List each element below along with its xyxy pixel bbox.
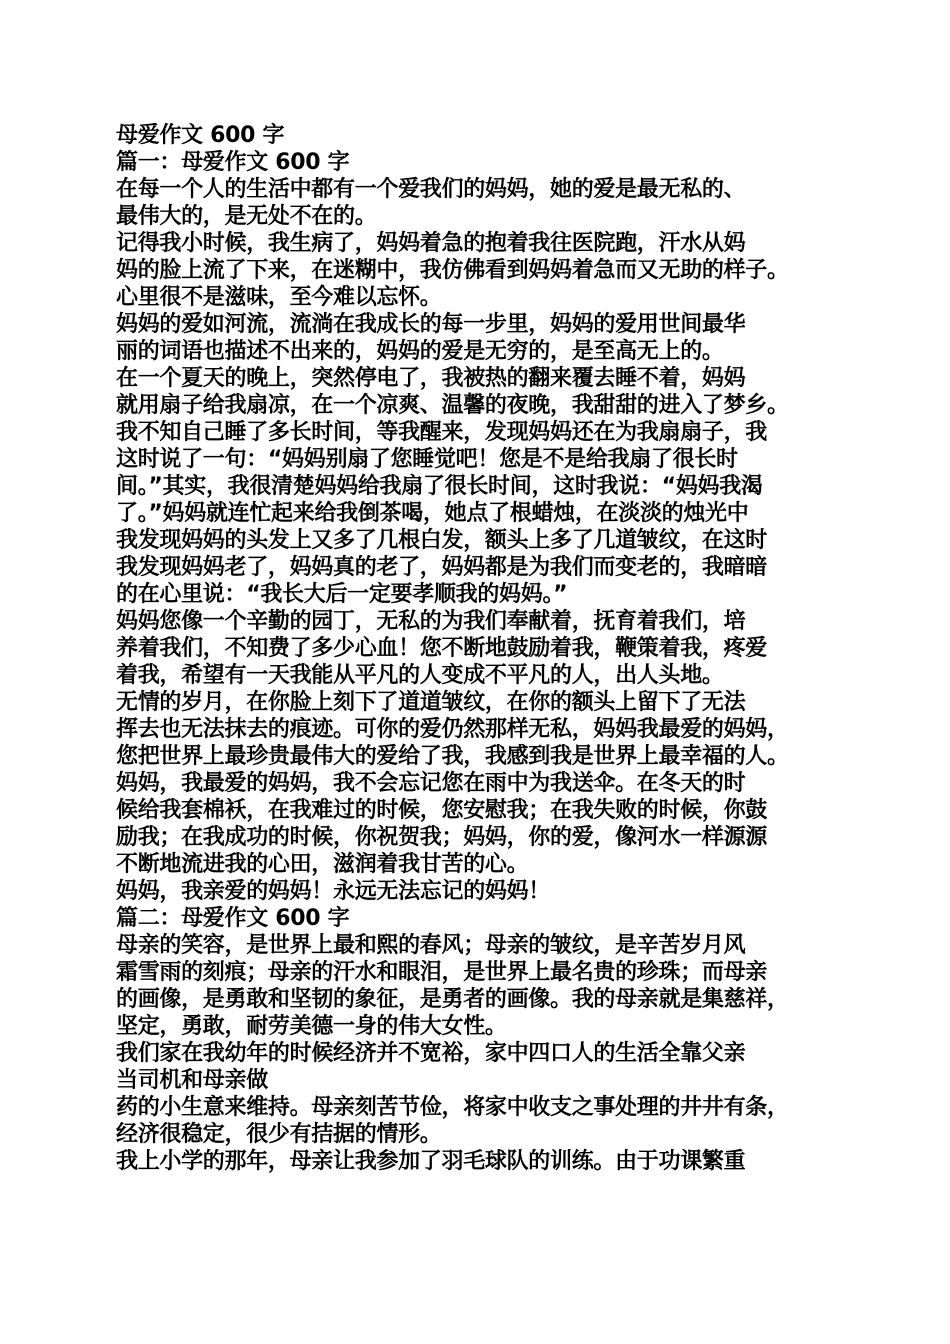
- text-line: 霜雪雨的刻痕；母亲的汗水和眼泪，是世界上最名贵的珍珠；而母亲: [116, 960, 768, 985]
- text-line: 妈妈，我亲爱的妈妈！永远无法忘记的妈妈！: [116, 879, 551, 904]
- text-line: 我不知自己睡了多长时间，等我醒来，发现妈妈还在为我扇扇子，我: [116, 420, 768, 445]
- text-line: 妈的脸上流了下来，在迷糊中，我仿佛看到妈妈着急而又无助的样子。: [116, 258, 789, 283]
- text-line: 在一个夏天的晚上，突然停电了，我被热的翻来覆去睡不着，妈妈: [116, 366, 746, 391]
- document-title: 母爱作文 600 字: [116, 123, 285, 148]
- text-line: 这时说了一句：“妈妈别扇了您睡觉吧！您是不是给我扇了很长时: [116, 447, 738, 472]
- text-line: 的画像，是勇敢和坚韧的象征，是勇者的画像。我的母亲就是集慈祥，: [116, 987, 789, 1012]
- text-line: 药的小生意来维持。母亲刻苦节俭，将家中收支之事处理的井井有条，: [116, 1095, 789, 1120]
- text-line: 就用扇子给我扇凉，在一个凉爽、温馨的夜晚，我甜甜的进入了梦乡。: [116, 393, 789, 418]
- text-line: 妈妈您像一个辛勤的园丁，无私的为我们奉献着，抚育着我们，培: [116, 609, 746, 634]
- text-line: 在每一个人的生活中都有一个爱我们的妈妈，她的爱是最无私的、: [116, 177, 746, 202]
- text-line: 心里很不是滋味，至今难以忘怀。: [116, 285, 442, 310]
- text-line: 妈妈，我最爱的妈妈，我不会忘记您在雨中为我送伞。在冬天的时: [116, 771, 746, 796]
- text-line: 我发现妈妈的头发上又多了几根白发，额头上多了几道皱纹，在这时: [116, 528, 768, 553]
- text-line: 记得我小时候，我生病了，妈妈着急的抱着我往医院跑，汗水从妈: [116, 231, 746, 256]
- text-line: 最伟大的，是无处不在的。: [116, 204, 377, 229]
- text-line: 挥去也无法抹去的痕迹。可你的爱仍然那样无私，妈妈我最爱的妈妈，: [116, 717, 789, 742]
- text-line: 当司机和母亲做: [116, 1068, 268, 1093]
- text-line: 您把世界上最珍贵最伟大的爱给了我，我感到我是世界上最幸福的人。: [116, 744, 789, 769]
- text-line: 励我；在我成功的时候，你祝贺我；妈妈，你的爱，像河水一样源源: [116, 825, 768, 850]
- text-line: 了。”妈妈就连忙起来给我倒茶喝，她点了根蜡烛，在淡淡的烛光中: [116, 501, 749, 526]
- text-line: 的在心里说：“我长大后一定要孝顺我的妈妈。”: [116, 582, 568, 607]
- text-line: 经济很稳定，很少有拮据的情形。: [116, 1122, 442, 1147]
- text-line: 坚定，勇敢，耐劳美德一身的伟大女性。: [116, 1014, 507, 1039]
- section-heading-1: 篇一：母爱作文 600 字: [116, 150, 350, 175]
- text-line: 我上小学的那年，母亲让我参加了羽毛球队的训练。由于功课繁重: [116, 1149, 746, 1174]
- text-line: 我们家在我幼年的时候经济并不宽裕，家中四口人的生活全靠父亲: [116, 1041, 746, 1066]
- text-line: 无情的岁月，在你脸上刻下了道道皱纹，在你的额头上留下了无法: [116, 690, 746, 715]
- text-line: 着我，希望有一天我能从平凡的人变成不平凡的人，出人头地。: [116, 663, 724, 688]
- text-line: 候给我套棉袄，在我难过的时候，您安慰我；在我失败的时候，你鼓: [116, 798, 768, 823]
- section-heading-2: 篇二：母爱作文 600 字: [116, 906, 350, 931]
- text-line: 养着我们，不知费了多少心血！您不断地鼓励着我，鞭策着我，疼爱: [116, 636, 768, 661]
- text-line: 母亲的笑容，是世界上最和熙的春风；母亲的皱纹，是辛苦岁月风: [116, 933, 746, 958]
- text-line: 妈妈的爱如河流，流淌在我成长的每一步里，妈妈的爱用世间最华: [116, 312, 746, 337]
- text-line: 不断地流进我的心田，滋润着我甘苦的心。: [116, 852, 529, 877]
- text-line: 我发现妈妈老了，妈妈真的老了，妈妈都是为我们而变老的，我暗暗: [116, 555, 768, 580]
- text-line: 丽的词语也描述不出来的，妈妈的爱是无穷的，是至高无上的。: [116, 339, 724, 364]
- text-line: 间。”其实，我很清楚妈妈给我扇了很长时间，这时我说：“妈妈我渴: [116, 474, 763, 499]
